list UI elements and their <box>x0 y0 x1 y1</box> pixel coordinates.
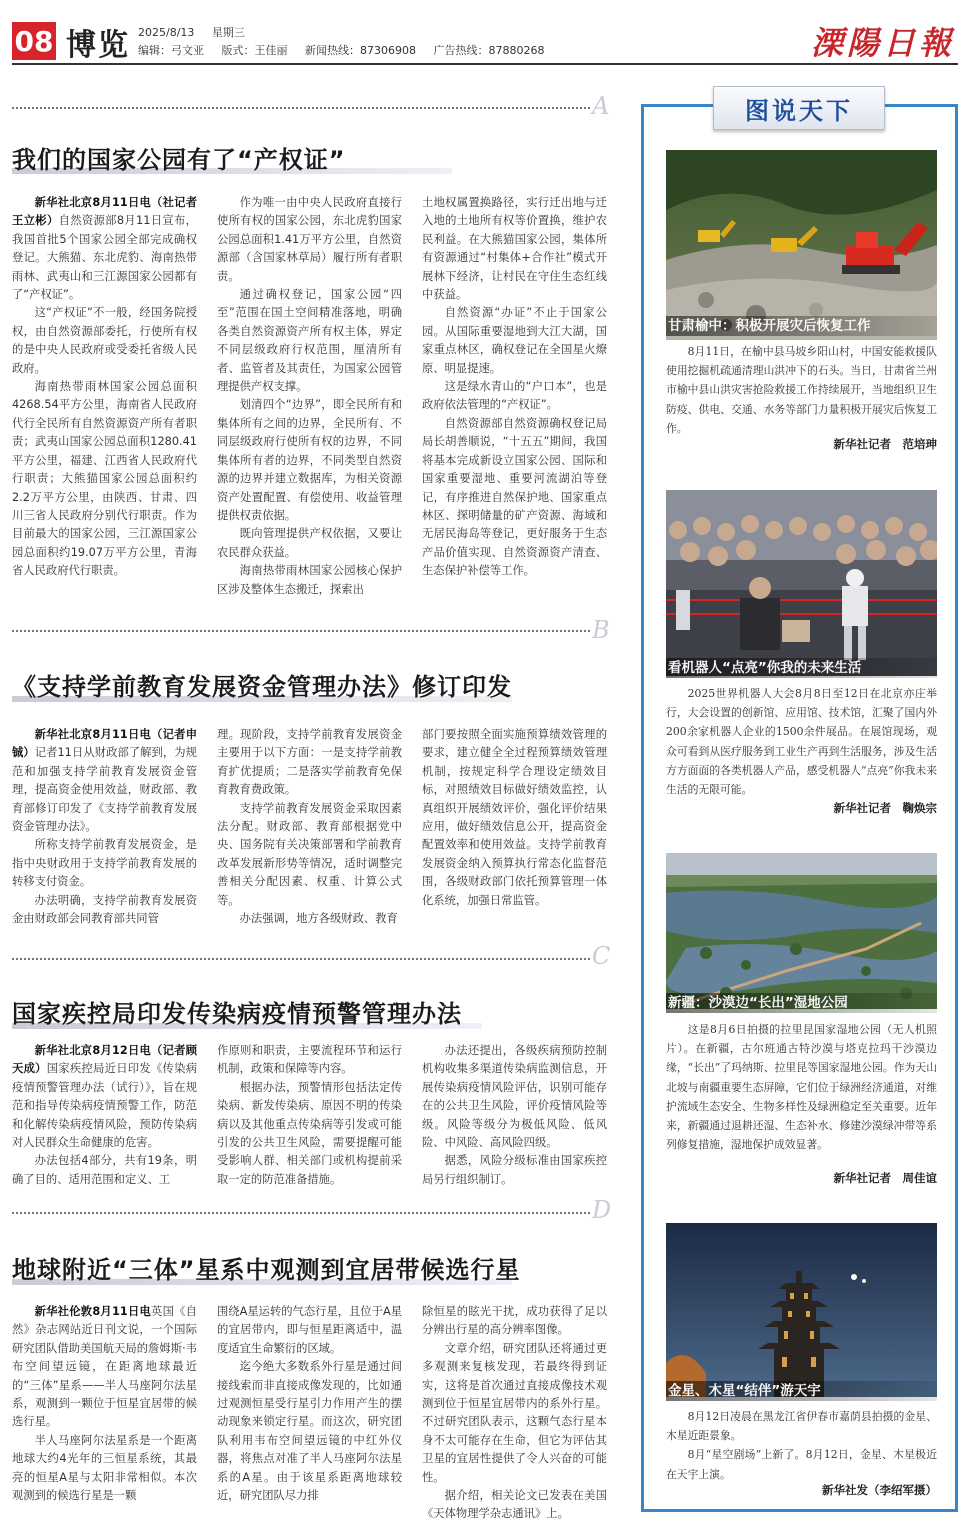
article-column <box>12 1042 197 1189</box>
paragraph: 半人马座阿尔法星系是一个距离地球大约4光年的三恒星系统，其最亮的恒星A星与太阳非常相似。本次观测到的候选行星是一颗 <box>12 1433 197 1503</box>
paragraph: 围绕A星运转的气态行星，且位于A星的宜居带内，即与恒星距离适中，温度适宜生命繁衍的区域。 <box>217 1305 402 1355</box>
paragraph: 海南热带雨林国家公园核心保护区涉及整体生态搬迁，探索出 <box>217 564 402 596</box>
paragraph: 支持学前教育发展资金采取因素法分配。财政部、教育部根据党中央、国务院有关决策部署和学前教育改革发展新形势等情况，适时调整完善相关分配因素、权重、计算公式等。 <box>217 801 402 907</box>
paragraph: 作原则和职责，主要流程环节和运行机制，政策和保障等内容。 <box>217 1044 402 1076</box>
paragraph: 土地权属置换路径，实行迁出地与迁入地的土地所有权等价置换，维护农民利益。在大熊猫国家公园，集体所有资源通过“村集体+合作社”模式开展林下经济，让村民在守住生态红线中获益。 <box>422 196 607 302</box>
photo-robots <box>666 490 937 676</box>
article-byline: 新华社北京8月11日电（社记者王立彬） <box>12 196 197 228</box>
paragraph: 自然资源部8月11日宣布，我国首批5个国家公园全部完成确权登记。大熊猫、东北虎豹、海南热带雨林、武夷山和三江源国家公园都有了“产权证”。 <box>12 214 197 302</box>
article-column <box>422 194 607 599</box>
section-letter-a: A <box>592 92 610 120</box>
paragraph: 据悉，风险分级标准由国家疾控局另行组织制订。 <box>422 1154 607 1186</box>
paragraph: 8月11日，在榆中县马坡乡阳山村，中国安能救援队使用挖掘机疏通清理山洪冲下的石头。当日，甘肃省兰州市榆中县山洪灾害抢险救援工作持续展开，当地组织卫生防疫、供电、交通、水务等部门力量积极开展灾后恢复工作。 <box>666 345 937 435</box>
paragraph: 8月“星空剧场”上新了。8月12日，金星、木星极近在天宇上演。 <box>666 1448 937 1481</box>
paragraph: 国家疾控局近日印发《传染病疫情预警管理办法（试行）》，旨在规范和指导传染病疫情预警工作，防范和化解传染病疫情风险，预防传染病对人民群众生命健康的危害。 <box>12 1062 197 1150</box>
photo-credit: 新华社记者 鞠焕宗 <box>833 801 937 815</box>
section-name: 博览 <box>66 28 130 63</box>
article-column <box>12 1303 197 1520</box>
photo-pagoda-planets <box>666 1223 937 1397</box>
issue-weekday: 星期三 <box>211 26 245 39</box>
photo-credit: 新华社记者 周佳谊 <box>833 1171 937 1185</box>
photo-caption-title: 新疆：沙漠边“长出”湿地公园 <box>666 993 937 1013</box>
paragraph: 自然资源部自然资源确权登记局局长胡善顺说，“十五五”期间，我国将基本完成新设立国家公园、国际和国家重要湿地、重要河流湖泊等登记，有序推进自然保护地、国家重点林区、探明储量的矿产资源、海域和无居民海岛等登记，更好服务于生态产品价值实现、自然资源资产清查、生态保护补偿等工作。 <box>422 416 607 578</box>
paragraph: 英国《自然》杂志网站近日刊文说，一个国际研究团队借助美国航天局的詹姆斯·韦布空间望远镜，在距离地球最近的“三体”星系——半人马座阿尔法星系，观测到一颗位于恒星宜居带的候选行星。 <box>12 1305 197 1429</box>
photo-credit: 新华社发（李绍军摄） <box>822 1483 937 1497</box>
article-body-b <box>12 726 608 928</box>
article-column <box>217 194 402 599</box>
section-divider-b <box>12 630 590 632</box>
paragraph: 海南热带雨林国家公园总面积4268.54平方公里，海南省人民政府代行全民所有自然资源资产所有者职责；武夷山国家公园总面积1280.41平方公里，福建、江西省人民政府代行职责；大熊猫国家公园总面积约2.2万平方公里，由陕西、甘肃、四川三省人民政府分别代行职责。作为目前最大的国家公园，三江源国家公园总面积约19.07万平方公里，青海省人民政府代行职责。 <box>12 380 197 578</box>
paragraph: 文章介绍，研究团队还将通过更多观测来复核发现，若最终得到证实，这将是首次通过直接成像技术观测到位于恒星宜居带内的系外行星。不过研究团队表示，这颗气态行星本身不太可能存在生命，但它为评估其卫星的宜居性提供了令人兴奋的可能性。 <box>422 1341 607 1484</box>
paragraph: 记者11日从财政部了解到，为规范和加强支持学前教育发展资金管理，提高资金使用效益，财政部、教育部修订印发了《支持学前教育发展资金管理办法》。 <box>12 746 197 834</box>
section-divider-d <box>12 1212 590 1214</box>
header-rule <box>12 63 958 65</box>
article-title-a: 我们的国家公园有了“产权证” <box>12 146 346 174</box>
article-column <box>422 726 607 928</box>
article-body-a <box>12 194 608 599</box>
paragraph: 所称支持学前教育发展资金，是指中央财政用于支持学前教育发展的转移支付资金。 <box>12 838 197 889</box>
sidebar-title: 图说天下 <box>713 86 885 130</box>
photo-caption-text <box>666 1020 937 1154</box>
paragraph: 部门要按照全面实施预算绩效管理的要求，建立健全全过程预算绩效管理机制，按规定科学合理设定绩效目标，对照绩效目标做好绩效监控，认真组织开展绩效评价，强化评价结果应用，做好绩效信息公开，提高资金配置效率和使用效益。支持学前教育发展资金纳入预算执行常态化监督范围，各级财政部门依托预算管理一体化系统，加强日常监管。 <box>422 728 607 907</box>
photo-caption-text <box>666 342 937 438</box>
article-column <box>217 1042 402 1189</box>
article-column <box>12 194 197 599</box>
article-column <box>217 1303 402 1520</box>
staff-row <box>138 42 559 58</box>
article-byline: 新华社北京8月12日电（记者顾天成） <box>12 1044 197 1076</box>
article-body-c <box>12 1042 608 1189</box>
paragraph: 根据办法，预警情形包括法定传染病、新发传染病、原因不明的传染病以及其他重点传染病等引发或可能引发的公共卫生风险，需要提醒可能受影响人群、相关部门或机构提前采取一定的防范准备措施。 <box>217 1080 402 1186</box>
paragraph: 这“产权证”不一般，经国务院授权，由自然资源部委托，行使所有权的是中央人民政府或受委托省级人民政府。 <box>12 306 197 375</box>
section-letter-c: C <box>592 942 611 970</box>
section-divider-a <box>12 107 590 109</box>
paragraph: 办法强调，地方各级财政、教育 <box>239 912 398 926</box>
photo-caption-text <box>666 1407 937 1484</box>
paragraph: 通过确权登记，国家公园“四至”范围在国土空间精准落地，明确各类自然资源资产所有权主体，界定不同层级政府行权范围，厘清所有者、监管者及其责任，为国家公园管理提供产权支撑。 <box>217 288 402 394</box>
paragraph: 办法还提出，各级疾病预防控制机构收集多渠道传染病监测信息，开展传染病疫情风险评估，识别可能存在的公共卫生风险，评价疫情风险等级。风险等级分为极低风险、低风险、中风险、高风险四级。 <box>422 1044 607 1150</box>
ad-hotline: 广告热线：87880268 <box>433 44 545 57</box>
article-column <box>422 1042 607 1189</box>
issue-date-row <box>138 24 259 40</box>
article-column <box>12 726 197 928</box>
news-hotline: 新闻热线：87306908 <box>305 44 416 57</box>
paragraph: 理。现阶段，支持学前教育发展资金主要用于以下方面：一是支持学前教育扩优提质；二是落实学前教育免保育教育费政策。 <box>217 728 402 797</box>
page-number: 08 <box>12 22 56 60</box>
paragraph: 这是8月6日拍摄的拉里昆国家湿地公园（无人机照片）。在新疆，古尔班通古特沙漠与塔克拉玛干沙漠边缘，“长出”了玛纳斯、拉里昆等国家湿地公园。作为天山北坡与南疆重要生态屏障，它们位于绿洲经济通道，对维护流域生态安全、生物多样性及绿洲稳定至关重要。近年来，新疆通过退耕还湿、生态补水、修建沙漠绿冲带等系列修复措施，湿地保护成效显著。 <box>666 1023 937 1152</box>
article-byline: 新华社伦敦8月11日电 <box>34 1305 152 1318</box>
paragraph: 迄今绝大多数系外行星是通过间接线索而非直接成像发现的，比如通过观测恒星受行星引力作用产生的摆动现象来锁定行星。而这次，研究团队利用韦布空间望远镜的中红外仪器，将焦点对准了半人马座阿尔法星系的A星。由于该星系距离地球较近，研究团队尽力排 <box>217 1360 402 1503</box>
paragraph: 自然资源“办证”不止于国家公园。从国际重要湿地到大江大湖，国家重点林区，确权登记在全国星火燎原、明显提速。 <box>422 306 607 375</box>
paragraph: 作为唯一由中央人民政府直接行使所有权的国家公园，东北虎豹国家公园总面积1.41万平方公里，自然资源部（含国家林草局）履行所有者职责。 <box>217 196 402 283</box>
paragraph: 2025世界机器人大会8月8日至12日在北京亦庄举行，大会设置的创新馆、应用馆、技术馆，汇聚了国内外200余家机器人企业的1500余件展品。在展馆现场，观众可看到从医疗服务到工业生产再到生活服务，涉及生活方方面面的各类机器人产品，感受机器人“点亮”你我未来生活的无限可能。 <box>666 687 937 797</box>
photo-caption-title: 金星、木星“结伴”游天宇 <box>666 1381 937 1401</box>
article-byline: 新华社北京8月11日电（记者申铖） <box>12 728 197 760</box>
paragraph: 这是绿水青山的“户口本”，也是政府依法管理的“产权证”。 <box>422 380 607 412</box>
photo-credit: 新华社记者 范培珅 <box>833 437 937 451</box>
article-title-b: 《支持学前教育发展资金管理办法》修订印发 <box>12 673 512 701</box>
paragraph: 既向管理提供产权依据，又要让农民群众获益。 <box>217 527 402 559</box>
issue-date: 2025/8/13 <box>138 26 195 39</box>
photo-caption-title: 甘肃榆中：积极开展灾后恢复工作 <box>666 316 937 336</box>
section-divider-c <box>12 958 590 960</box>
paragraph: 办法明确，支持学前教育发展资金由财政部会同教育部共同管 <box>12 893 197 926</box>
section-letter-d: D <box>592 1196 612 1224</box>
photo-wetland <box>666 853 937 1009</box>
article-column <box>217 726 402 928</box>
photo-caption-title: 看机器人“点亮”你我的未来生活 <box>666 658 937 678</box>
editor: 编辑：弓文亚 <box>138 44 204 57</box>
paragraph: 8月12日凌晨在黑龙江省伊春市嘉荫县拍摄的金星、木星近距景象。 <box>666 1410 937 1443</box>
section-letter-b: B <box>592 616 610 644</box>
paragraph: 除恒星的眩光干扰，成功获得了足以分辨出行星的高分辨率图像。 <box>422 1305 607 1337</box>
paragraph: 划清四个“边界”，即全民所有和集体所有之间的边界，全民所有、不同层级政府行使所有权的边界，不同集体所有者的边界，不同类型自然资源的边界并建立数据库，为相关资源资产处置配置、有偿使用、收益管理提供权责依据。 <box>217 398 402 522</box>
article-body-d <box>12 1303 608 1520</box>
article-title-d: 地球附近“三体”星系中观测到宜居带候选行星 <box>12 1256 521 1284</box>
newspaper-logo: 溧陽日報 <box>810 24 955 62</box>
article-title-c: 国家疾控局印发传染病疫情预警管理办法 <box>12 1000 462 1028</box>
photo-caption-text <box>666 684 937 799</box>
photo-excavators <box>666 150 937 340</box>
paragraph: 据介绍，相关论文已发表在美国《天体物理学杂志通讯》上。 <box>422 1489 607 1520</box>
paragraph: 办法包括4部分，共有19条，明确了目的、适用范围和定义、工 <box>12 1154 197 1186</box>
article-column <box>422 1303 607 1520</box>
layout-designer: 版式：王佳丽 <box>221 44 288 57</box>
masthead <box>0 0 969 66</box>
